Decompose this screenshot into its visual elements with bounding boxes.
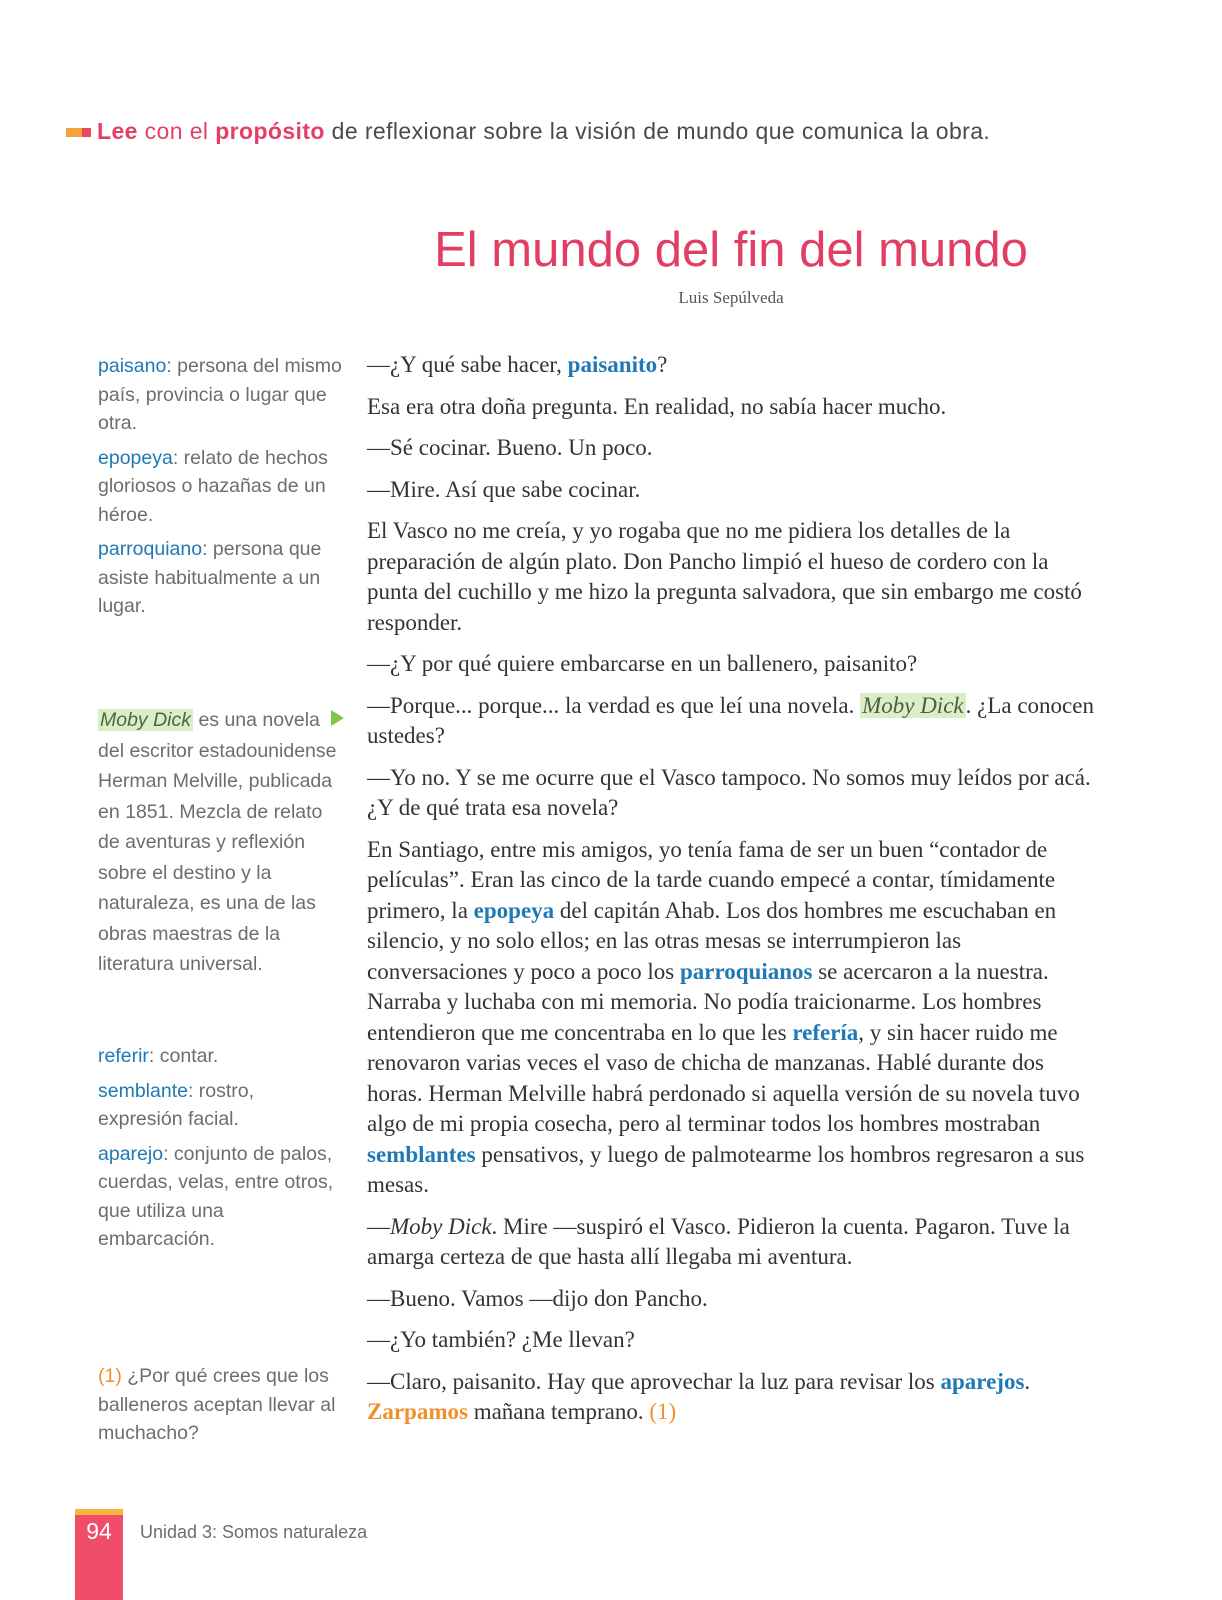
glossary-entry-referir [98,1042,343,1071]
unit-label: Unidad 3: Somos naturaleza [140,1522,368,1542]
section-marker-icon [66,116,91,143]
paragraph: —¿Yo también? ¿Me llevan? [367,1327,635,1352]
glossary-group-a [98,352,343,627]
glossary-entry-aparejo [98,1140,343,1254]
text-run: —Claro, paisanito. Hay que aprovechar la luz para revisar los [367,1368,941,1394]
reading-question [98,1362,343,1448]
page-number-tab-accent [75,1509,123,1515]
text-run: —Porque... porque... la verdad es que leí una novela. [367,692,861,718]
text-run: mañana temprano. [467,1399,650,1424]
paragraph: —Sé cocinar. Bueno. Un poco. [367,435,653,460]
glossary-definition: : conjunto de palos, cuerdas, velas, entre otros, que utiliza una embarcación. [98,1142,334,1250]
question-text: ¿Por qué crees que los balleneros aceptan llevar al muchacho? [98,1365,336,1444]
text-run: del capitán Ahab. Los dos hombres me escuchaban en silencio, y no solo ellos; en las otras mesas se interrumpieron las conversaciones y poco a poco los [367,897,1057,984]
glossary-word: paisanito [567,352,658,377]
glossary-entry-semblante [98,1077,343,1134]
glossary-word: epopeya [473,897,555,923]
paragraph [367,835,1097,1201]
text-run: se acercaron a la nuestra. Narraba y luchaba con mi memoria. No podía traicionarme. Los hombres entendieron que me concentraba en lo que les [367,958,1049,1045]
moby-dick-inline-highlight: Moby Dick [862,692,964,718]
paragraph: —Bueno. Vamos —dijo don Pancho. [367,1285,708,1311]
glossary-entry-parroquiano [98,535,343,621]
glossary-term: referir [98,1045,149,1067]
glossary-entry-epopeya [98,444,343,530]
text-run: En Santiago, entre mis amigos, yo tenía fama de ser un buen “contador de películas”. Eran las cinco de la tarde cuando empecé a contar, tímidamente primero, la [367,836,1056,923]
paragraph [367,350,1097,381]
glossary-word: refería [792,1019,859,1045]
question-number: (1) [98,1365,122,1387]
author: Luis Sepúlveda [678,288,784,307]
pointer-arrow-icon [331,710,344,726]
page-number: 94 [86,1518,112,1544]
purpose-lee: Lee [97,118,138,144]
text-run: , y sin hacer ruido me renovaron varias veces el vaso de chicha de manzanas. Hablé durante dos horas. Herman Melville habrá perdonado si aquella versión de su novela tuvo algo de mi propia cosecha, pero al terminar todos los hombres mostraban [367,1019,1080,1136]
purpose-keyword: propósito [215,118,325,144]
text-run: . Mire —suspiró el Vasco. Pidieron la cuenta. Pagaron. Tuve la amarga certeza de que hasta allí llegaba mi aventura. [367,1213,1070,1269]
glossary-term: semblante [98,1079,188,1102]
italic-title: Moby Dick [390,1213,492,1239]
paragraph [367,1212,1097,1273]
paragraph: El Vasco no me creía, y yo rogaba que no me pidiera los detalles de la preparación de algún plato. Don Pancho limpió el hueso de cordero con la punta del cuchillo y me hizo la pregunta salvadora, que sin embargo me costó responder. [367,518,1082,635]
text-run: . ¿La conocen ustedes? [367,692,1094,748]
paragraph [367,1367,1097,1428]
glossary-entry-paisano [98,352,343,438]
purpose-con-el: con el [144,118,209,144]
glossary-word: semblantes [367,1141,476,1167]
text-run: pensativos, y luego de palmotearme los hombros regresaron a sus mesas. [367,1141,1085,1197]
moby-dick-highlight: Moby Dick [100,709,192,731]
paragraph: —Yo no. Y se me ocurre que el Vasco tampoco. No somos muy leídos por acá. ¿Y de qué trata esa novela? [367,764,1091,820]
glossary-definition: : rostro, expresión facial. [98,1079,255,1130]
moby-dick-note-text: es una novela del escritor estadounidense Herman Melville, publicada en 1851. Mezcla de relato de aventuras y reflexión sobre el destino y la naturaleza, es una de las obras maestras de la literatura universal. [98,709,337,975]
glossary-term: paisano [98,355,167,377]
reading-purpose [66,118,990,146]
paragraph: —¿Y por qué quiere embarcarse en un ballenero, paisanito? [367,651,918,676]
glossary-term: epopeya [98,446,173,469]
paragraph: Esa era otra doña pregunta. En realidad, no sabía hacer mucho. [367,393,947,419]
glossary-word: aparejos [940,1368,1025,1394]
glossary-definition: : persona del mismo país, provincia o lugar que otra. [98,355,342,434]
question-reference: (1) [649,1399,677,1424]
moby-dick-note [98,705,348,980]
paragraph: —Mire. Así que sabe cocinar. [367,476,641,502]
glossary-definition: : relato de hechos gloriosos o hazañas de un héroe. [98,446,328,526]
story-text [367,350,1097,1439]
glossary-term: aparejo [98,1142,164,1165]
text-run: ? [657,352,668,377]
glossary-word: parroquianos [679,958,813,984]
highlighted-word: Zarpamos [367,1399,468,1424]
glossary-group-b [98,1042,343,1260]
text-run: — [367,1213,390,1239]
glossary-term: parroquiano [98,538,203,560]
text-run: . [1024,1368,1031,1394]
glossary-definition: : contar. [148,1045,219,1067]
page-title: El mundo del fin del mundo [434,223,1028,277]
glossary-definition: : persona que asiste habitualmente a un lugar. [98,538,322,617]
text-run: —¿Y qué sabe hacer, [367,352,568,377]
purpose-rest: de reflexionar sobre la visión de mundo que comunica la obra. [331,118,991,144]
paragraph [367,691,1097,752]
